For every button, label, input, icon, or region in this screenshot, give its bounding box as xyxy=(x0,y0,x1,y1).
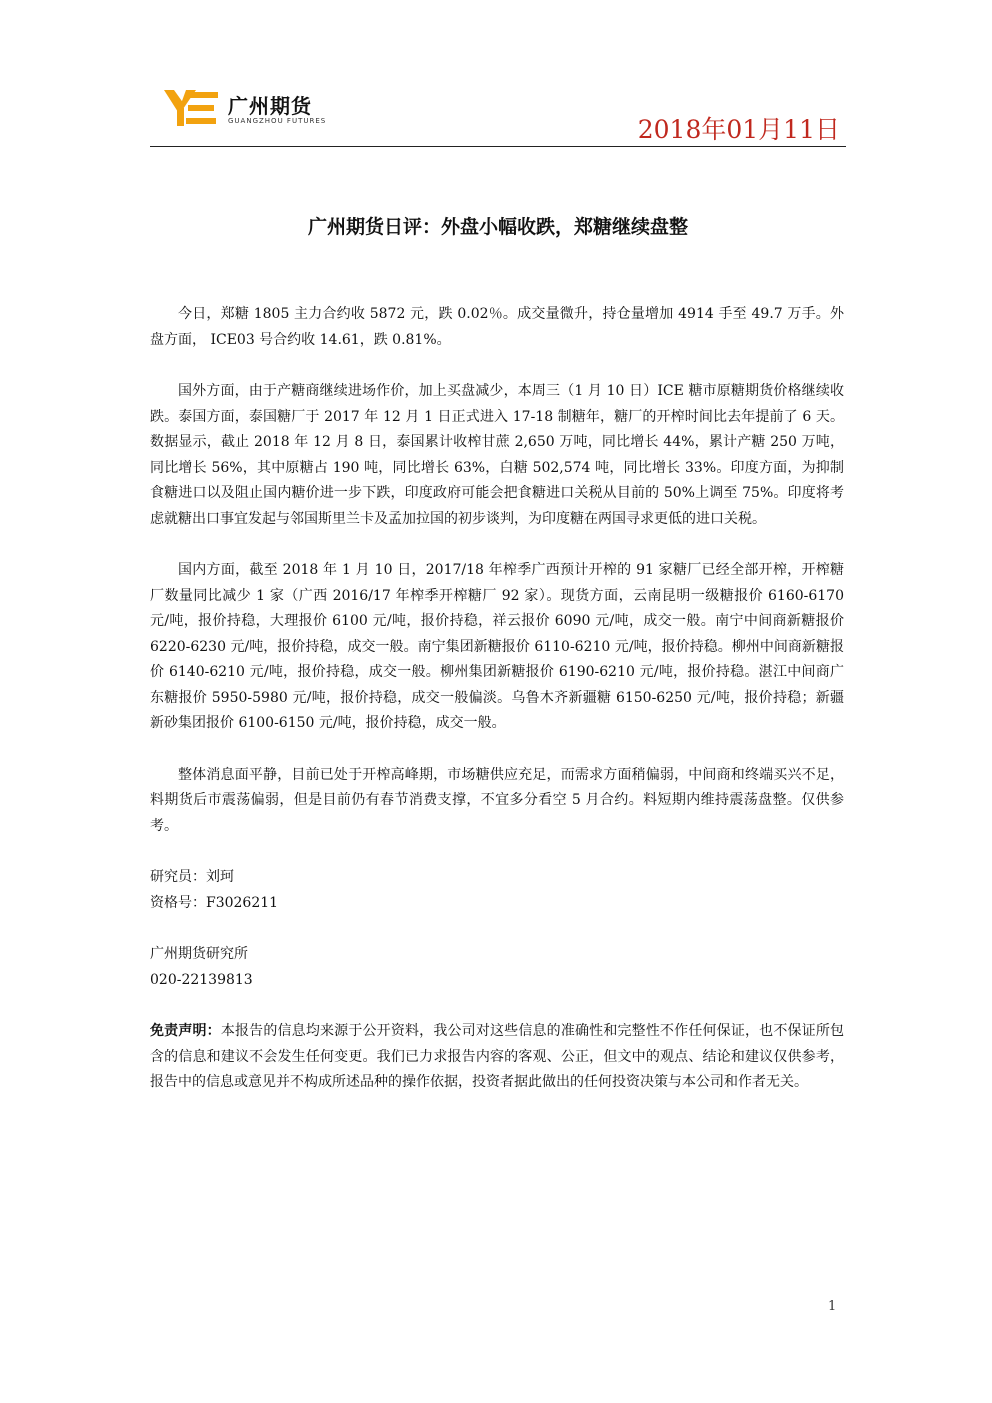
company-logo xyxy=(164,88,354,132)
logo-text-en: GUANGZHOU FUTURES xyxy=(228,117,327,125)
institute-name: 广州期货研究所 xyxy=(150,946,248,962)
page-number: 1 xyxy=(828,1299,837,1314)
report-date: 2018年01月11日 xyxy=(637,115,840,144)
institute-block xyxy=(150,942,844,993)
page-header xyxy=(150,84,846,148)
paragraph-outlook: 整体消息面平静，目前已处于开榨高峰期，市场糖供应充足，而需求方面稍偏弱，中间商和终端买兴不足，料期货后市震荡偏弱，但是目前仍有春节消费支撑，不宜多分看空 5 月合约。料短期内维持震荡盘整。仅供参考。 xyxy=(150,766,844,834)
report-title: 广州期货日评：外盘小幅收跌，郑糖继续盘整 xyxy=(307,216,688,238)
logo-text-cn: 广州期货 xyxy=(228,94,312,118)
paragraph-domestic: 国内方面，截至 2018 年 1 月 10 日，2017/18 年榨季广西预计开榨的 91 家糖厂已经全部开榨，开榨糖厂数量同比减少 1 家（广西 2016/17 年榨季开榨糖厂 92 家）。现货方面，云南昆明一级糖报价 6160-6170 元/吨，报价持稳，大理报价 6100 元/吨，报价持稳，祥云报价 6090 元/吨，成交一般。南宁中间商新糖报价 6220-6230 元/吨，报价持稳，成交一般。南宁集团新糖报价 6110-6210 元/吨，报价持稳。柳州中间商新糖报价 6140-6210 元/吨，报价持稳，成交一般。柳州集团新糖报价 6190-6210 元/吨，报价持稳。湛江中间商广东糖报价 5950-5980 元/吨，报价持稳，成交一般偏淡。乌鲁木齐新疆糖 6150-6250 元/吨，报价持稳；新疆新砂集团报价 6100-6150 元/吨，报价持稳，成交一般。 xyxy=(150,562,844,731)
institute-phone: 020-22139813 xyxy=(150,971,253,988)
report-body xyxy=(150,302,844,1096)
disclaimer xyxy=(150,1019,844,1096)
researcher-block xyxy=(150,865,844,916)
disclaimer-label: 免责声明： xyxy=(150,1023,221,1039)
disclaimer-text: 本报告的信息均来源于公开资料，我公司对这些信息的准确性和完整性不作任何保证，也不保证所包含的信息和建议不会发生任何变更。我们已力求报告内容的客观、公正，但文中的观点、结论和建议仅供参考，报告中的信息或意见并不构成所述品种的操作依据，投资者据此做出的任何投资决策与本公司和作者无关。 xyxy=(150,1023,845,1090)
paragraph-market-summary: 今日，郑糖 1805 主力合约收 5872 元，跌 0.02％。成交量微升，持仓量增加 4914 手至 49.7 万手。外盘方面， ICE03 号合约收 14.61，跌 0.81%。 xyxy=(150,306,844,348)
paragraph-international: 国外方面，由于产糖商继续进场作价，加上买盘减少，本周三（1 月 10 日）ICE 糖市原糖期货价格继续收跌。泰国方面，泰国糖厂于 2017 年 12 月 1 日正式进入 17-18 制糖年，糖厂的开榨时间比去年提前了 6 天。 数据显示，截止 2018 年 12 月 8 日，泰国累计收榨甘蔗 2,650 万吨，同比增长 44%，累计产糖 250 万吨，同比增长 56%，其中原糖占 190 吨，同比增长 63%，白糖 502,574 吨，同比增长 33%。印度方面，为抑制食糖进口以及阻止国内糖价进一步下跌，印度政府可能会把食糖进口关税从目前的 50%上调至 75%。印度将考虑就糖出口事宜发起与邻国斯里兰卡及孟加拉国的初步谈判，为印度糖在两国寻求更低的进口关税。 xyxy=(150,383,844,527)
researcher-name: 研究员：刘珂 xyxy=(150,869,234,885)
header-divider xyxy=(150,146,846,147)
researcher-license: 资格号：F3026211 xyxy=(150,894,279,911)
logo-mark-icon xyxy=(164,88,222,128)
